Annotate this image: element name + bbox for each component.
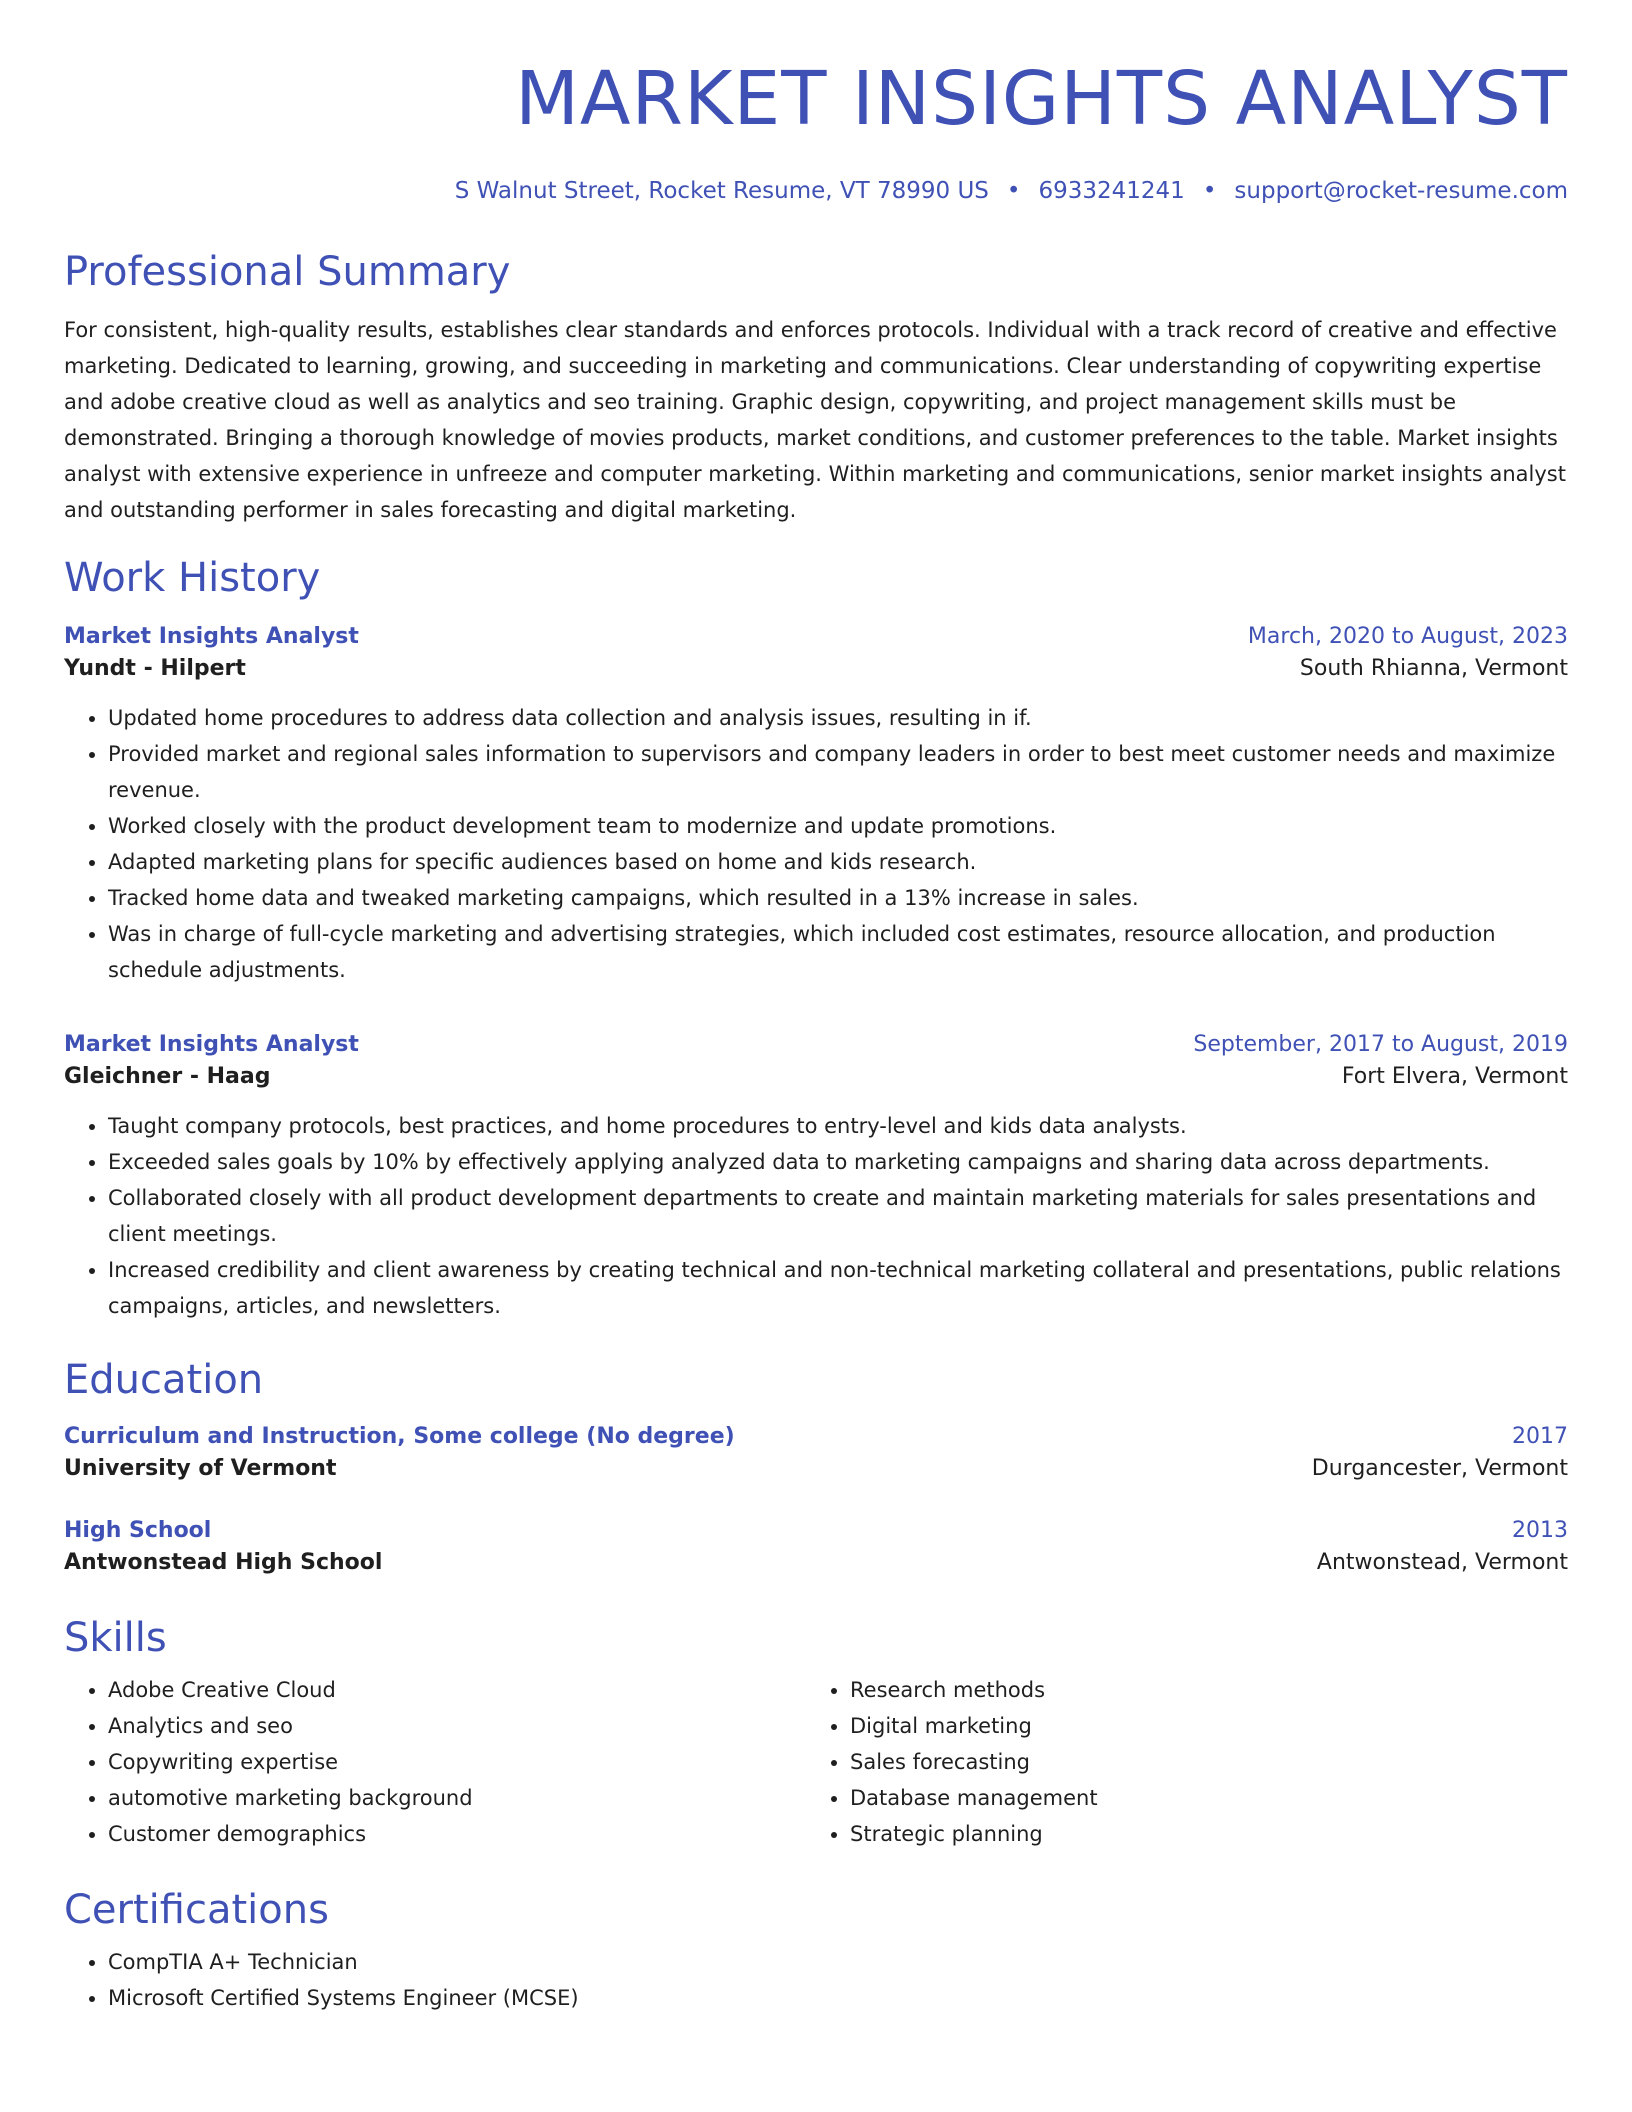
resume-title: MARKET INSIGHTS ANALYST — [515, 56, 1568, 142]
contact-phone[interactable]: 6933241241 — [1038, 178, 1185, 204]
education-location: Durgancester, Vermont — [1311, 1456, 1568, 1481]
education-degree: High School — [64, 1518, 212, 1543]
work-history-heading: Work History — [64, 555, 321, 601]
skill-item: • Customer demographics — [108, 1816, 806, 1852]
certifications-heading: Certifications — [64, 1887, 329, 1933]
certification-item: • Microsoft Certified Systems Engineer (MCSE) — [108, 1980, 1568, 2016]
skills-list-left — [64, 1672, 806, 1852]
skill-item: • automotive marketing background — [108, 1780, 806, 1816]
skills-section — [64, 1615, 1568, 1852]
education-section — [64, 1357, 1568, 1580]
job-bullet: • Was in charge of full-cycle marketing and advertising strategies, which included cost estimates, resource allocation, and production schedule adjustments. — [108, 916, 1568, 988]
education-year: 2017 — [1512, 1424, 1568, 1449]
job-bullet: • Adapted marketing plans for specific audiences based on home and kids research. — [108, 844, 1568, 880]
work-history-section — [64, 555, 1568, 1324]
job-role: Market Insights Analyst — [64, 1032, 359, 1057]
skill-item: • Digital marketing — [850, 1708, 1548, 1744]
contact-address: S Walnut Street, Rocket Resume, VT 78990 US — [454, 178, 989, 204]
skills-list-right — [806, 1672, 1548, 1852]
education-heading: Education — [64, 1357, 264, 1403]
job-bullet: • Exceeded sales goals by 10% by effectively applying analyzed data to marketing campaigns and sharing data across departments. — [108, 1144, 1568, 1180]
job-bullet: • Updated home procedures to address data collection and analysis issues, resulting in if. — [108, 700, 1568, 736]
summary-heading: Professional Summary — [64, 249, 511, 295]
skill-item: • Sales forecasting — [850, 1744, 1548, 1780]
job-dates: September, 2017 to August, 2019 — [1193, 1032, 1568, 1057]
skill-item: • Database management — [850, 1780, 1548, 1816]
job-bullets — [64, 1108, 1568, 1324]
summary-section — [64, 249, 1568, 528]
certifications-section — [64, 1887, 1568, 2016]
skill-item: • Analytics and seo — [108, 1708, 806, 1744]
skill-item: • Adobe Creative Cloud — [108, 1672, 806, 1708]
skill-item: • Strategic planning — [850, 1816, 1548, 1852]
job-company: Gleichner - Haag — [64, 1064, 271, 1089]
resume-header — [64, 56, 1568, 204]
job-location: South Rhianna, Vermont — [1299, 656, 1568, 681]
skill-item: • Research methods — [850, 1672, 1548, 1708]
education-entry — [64, 1422, 1568, 1486]
job-bullet: • Collaborated closely with all product development departments to create and maintain marketing materials for sales presentations and client meetings. — [108, 1180, 1568, 1252]
job-location: Fort Elvera, Vermont — [1341, 1064, 1568, 1089]
education-school: University of Vermont — [64, 1456, 337, 1481]
education-school: Antwonstead High School — [64, 1550, 383, 1575]
contact-separator: • — [1202, 178, 1217, 204]
contact-line — [64, 178, 1568, 204]
certification-item: • CompTIA A+ Technician — [108, 1944, 1568, 1980]
skill-item: • Copywriting expertise — [108, 1744, 806, 1780]
job-bullets — [64, 700, 1568, 988]
job-bullet: • Provided market and regional sales information to supervisors and company leaders in order to best meet customer needs and maximize revenue. — [108, 736, 1568, 808]
education-entry — [64, 1516, 1568, 1580]
job-bullet: • Taught company protocols, best practices, and home procedures to entry-level and kids data analysts. — [108, 1108, 1568, 1144]
skills-grid — [64, 1672, 1568, 1852]
job-bullet: • Tracked home data and tweaked marketing campaigns, which resulted in a 13% increase in sales. — [108, 880, 1568, 916]
job-company: Yundt - Hilpert — [64, 656, 246, 681]
job-dates: March, 2020 to August, 2023 — [1247, 624, 1568, 649]
resume-page — [64, 48, 1568, 2016]
job-entry — [64, 622, 1568, 988]
contact-email[interactable]: support@rocket-resume.com — [1234, 178, 1568, 204]
contact-separator: • — [1006, 178, 1021, 204]
education-year: 2013 — [1512, 1518, 1568, 1543]
job-bullet: • Increased credibility and client awareness by creating technical and non-technical marketing collateral and presentations, public relations campaigns, articles, and newsletters. — [108, 1252, 1568, 1324]
education-degree: Curriculum and Instruction, Some college (No degree) — [64, 1424, 735, 1449]
education-location: Antwonstead, Vermont — [1316, 1550, 1568, 1575]
job-bullet: • Worked closely with the product development team to modernize and update promotions. — [108, 808, 1568, 844]
job-role: Market Insights Analyst — [64, 624, 359, 649]
certifications-list — [64, 1944, 1568, 2016]
job-entry — [64, 1030, 1568, 1324]
summary-text: For consistent, high-quality results, establishes clear standards and enforces protocols. Individual with a track record of creative and effective marketing. Dedicated to learning, growing, and succeeding in marketing and communications. Clear understanding of copywriting expertise and adobe creative cloud as well as analytics and seo training. Graphic design, copywriting, and project management skills must be demonstrated. Bringing a thorough knowledge of movies products, market conditions, and customer preferences to the table. Market insights analyst with extensive experience in unfreeze and computer marketing. Within marketing and communications, senior market insights analyst and outstanding performer in sales forecasting and digital marketing. — [64, 318, 1566, 522]
skills-heading: Skills — [64, 1615, 167, 1661]
